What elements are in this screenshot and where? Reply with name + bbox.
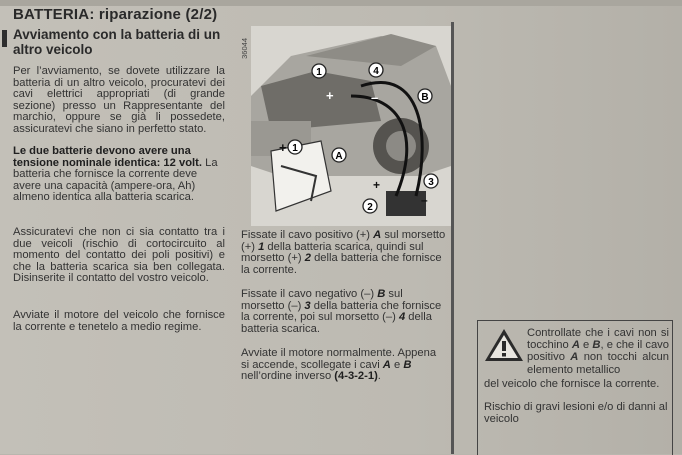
minus-sign-discharged: – [371, 90, 379, 105]
inset-marker-1 [288, 140, 302, 154]
marker-3 [424, 174, 438, 188]
warning-triangle-icon [484, 328, 524, 362]
svg-text:A: A [335, 151, 343, 162]
section-marker [2, 30, 7, 47]
voltage-warning-bold: Le due batterie devono avere una tensione nominale identica: 12 volt. [13, 145, 202, 169]
plus-sign-discharged: + [326, 88, 334, 103]
column-divider [451, 22, 454, 454]
svg-text:2: 2 [367, 202, 373, 213]
marker-2 [363, 199, 377, 213]
section-title: Avviamento con la batteria di un altro veicolo [13, 27, 221, 57]
marker-A [332, 148, 346, 162]
step-start-engine: Avviate il motore normalmente. Appena si accende, scollegate i cavi A e B nell’ordine inverso (4-3-2-1). [241, 347, 437, 383]
warning-text-lead: Controllate che i cavi non si tocchino A e B, e che il cavo positivo A non tocchi alcun elemento metallico [527, 327, 670, 376]
paragraph-contact: Assicuratevi che non ci sia contatto tra i due veicoli (rischio di cortocircuito al momento del contatto dei poli positivi) e che la batteria scarica sia ben collegata. Disinserite il contatto del vostro veicolo. [13, 226, 225, 285]
warning-risk-text: Rischio di gravi lesioni e/o di danni al veicolo [484, 401, 668, 426]
jump-start-diagram [251, 26, 451, 226]
donor-battery [386, 191, 426, 216]
marker-1 [312, 64, 326, 78]
minus-sign-donor: – [421, 193, 428, 207]
svg-text:1: 1 [316, 67, 322, 78]
paragraph-voltage [13, 146, 225, 204]
svg-text:3: 3 [428, 177, 434, 188]
paragraph-cables: Per l’avviamento, se dovete utilizzare la batteria di un altro veicolo, procuratevi dei cavi elettrici appropriati (di grande sezione) presso un Rappresentante del marchio, oppure se già li possedete, assicuratevi che siano in perfetto stato. [13, 65, 225, 135]
marker-4 [369, 63, 383, 77]
svg-text:B: B [421, 92, 429, 103]
warning-text-continued: del veicolo che fornisce la corrente. [484, 378, 660, 390]
figure-reference-code: 36044 [240, 38, 249, 59]
svg-text:4: 4 [373, 66, 379, 77]
step-positive-cable: Fissate il cavo positivo (+) A sul morsetto (+) 1 della batteria scarica, quindi sul morsetto (+) 2 della batteria che fornisce la corrente. [241, 229, 446, 276]
inset-plus-sign: + [279, 140, 287, 155]
plus-sign-donor: + [373, 178, 381, 192]
page-title: BATTERIA: riparazione (2/2) [13, 6, 218, 23]
marker-B [418, 89, 432, 103]
paragraph-start-donor: Avviate il motore del veicolo che fornisce la corrente e tenetelo a medio regime. [13, 309, 225, 333]
capacity-text: La batteria che fornisce la corrente deve avere una capacità (ampere-ora, Ah) almeno identica alla batteria scarica. [13, 156, 218, 204]
step-negative-cable: Fissate il cavo negativo (–) B sul morsetto (–) 3 della batteria che fornisce la corrente, poi sul morsetto (–) 4 della batteria scarica. [241, 288, 442, 335]
wheel-rim [386, 131, 416, 161]
svg-text:1: 1 [292, 143, 298, 154]
